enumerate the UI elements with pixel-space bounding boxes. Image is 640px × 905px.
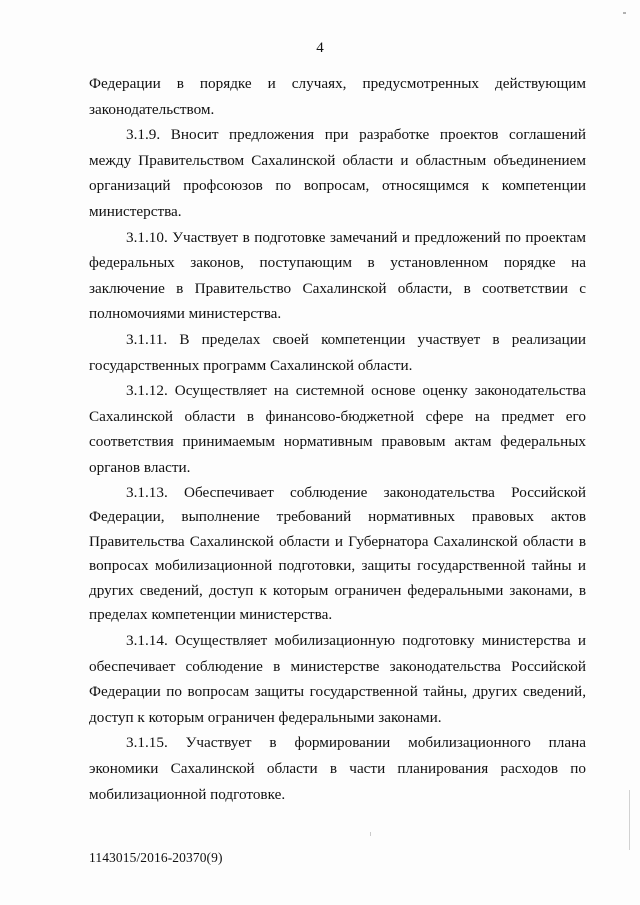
- document-body: [89, 71, 586, 807]
- paragraph-3-1-14: 3.1.14. Осуществляет мобилизационную подготовку министерства и обеспечивает соблюдение в министерстве законодательства Российской Федерации по вопросам защиты государственной тайны, других сведений, доступ к которым ограничен федеральными законами.: [89, 632, 586, 726]
- paragraph-continuation: Федерации в порядке и случаях, предусмотренных действующим законодательством.: [89, 75, 586, 118]
- paragraph-3-1-13: 3.1.13. Обеспечивает соблюдение законодательства Российской Федерации, выполнение требований нормативных правовых актов Правительства Сахалинской области и Губернатора Сахалинской области в вопросах мобилизационной подготовки, защиты государственной тайны и других сведений, доступ к которым ограничен федеральными законами, в пределах компетенции министерства.: [89, 483, 586, 624]
- paragraph-3-1-11: 3.1.11. В пределах своей компетенции участвует в реализации государственных программ Сахалинской области.: [89, 330, 586, 374]
- scan-artifact: [629, 790, 630, 850]
- page-number: 4: [316, 40, 324, 56]
- paragraph-3-1-10: 3.1.10. Участвует в подготовке замечаний и предложений по проектам федеральных законов, поступающим в установленном порядке на заключение в Правительство Сахалинской области, в соответствии с полномочиями министерства.: [89, 228, 586, 323]
- paragraph-3-1-15: 3.1.15. Участвует в формировании мобилизационного плана экономики Сахалинской области в части планирования расходов по мобилизационной подготовке.: [89, 734, 586, 803]
- paragraph-3-1-12: 3.1.12. Осуществляет на системной основе оценку законодательства Сахалинской области в финансово-бюджетной сфере на предмет его соответствия принимаемым нормативным правовым актам федеральных органов власти.: [89, 382, 586, 476]
- paragraph-3-1-9: 3.1.9. Вносит предложения при разработке проектов соглашений между Правительством Сахалинской области и областным объединением организаций профсоюзов по вопросам, относящимся к компетенции министерства.: [89, 126, 586, 220]
- scan-artifact: [623, 12, 626, 14]
- scan-artifact: [370, 832, 371, 836]
- document-registration-number: 1143015/2016-20370(9): [89, 850, 223, 865]
